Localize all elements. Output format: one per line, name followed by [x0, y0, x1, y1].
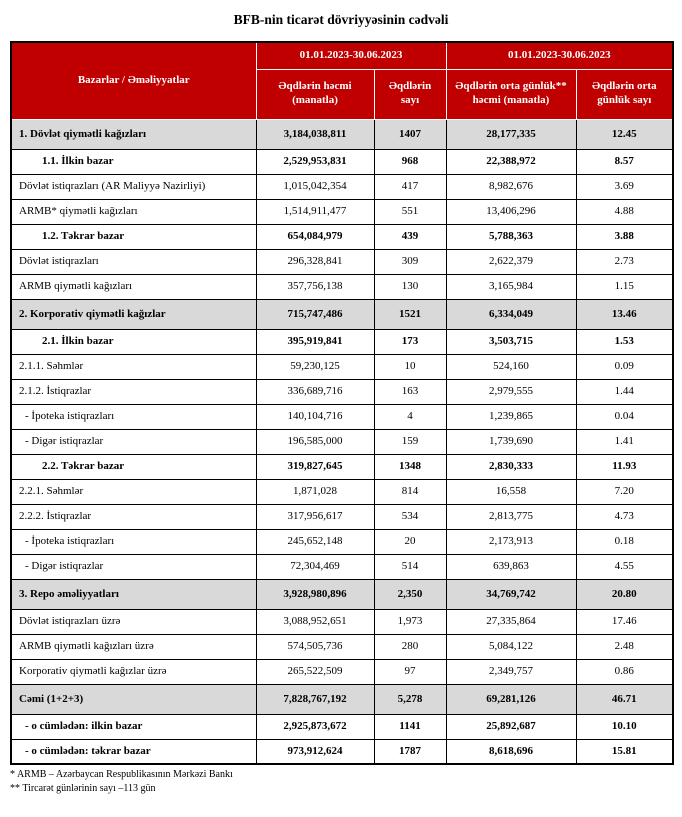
row-value: 5,788,363 — [446, 224, 576, 249]
row-value: 551 — [374, 199, 446, 224]
row-value: 968 — [374, 149, 446, 174]
table-row — [11, 249, 673, 274]
table-row — [11, 329, 673, 354]
row-value: 97 — [374, 659, 446, 684]
row-value: 4 — [374, 404, 446, 429]
row-value: 2,979,555 — [446, 379, 576, 404]
row-value: 439 — [374, 224, 446, 249]
row-label: 1.1. İlkin bazar — [11, 149, 256, 174]
row-label: - Digər istiqrazlar — [11, 429, 256, 454]
table-row — [11, 634, 673, 659]
row-value: 20.80 — [576, 579, 673, 609]
row-value: 25,892,687 — [446, 714, 576, 739]
table-row — [11, 684, 673, 714]
row-value: 0.18 — [576, 529, 673, 554]
table-row — [11, 739, 673, 764]
row-value: 395,919,841 — [256, 329, 374, 354]
row-value: 1521 — [374, 299, 446, 329]
row-value: 0.09 — [576, 354, 673, 379]
row-value: 3,503,715 — [446, 329, 576, 354]
row-value: 3,088,952,651 — [256, 609, 374, 634]
column-header-avg-volume: Əqdlərin orta günlük** həcmi (manatla) — [446, 69, 576, 119]
table-row — [11, 504, 673, 529]
table-row — [11, 274, 673, 299]
row-value: 1,871,028 — [256, 479, 374, 504]
row-value: 1.44 — [576, 379, 673, 404]
row-label: ARMB qiymətli kağızları üzrə — [11, 634, 256, 659]
row-value: 140,104,716 — [256, 404, 374, 429]
row-value: 34,769,742 — [446, 579, 576, 609]
row-value: 245,652,148 — [256, 529, 374, 554]
row-value: 0.86 — [576, 659, 673, 684]
row-label: ARMB* qiymətli kağızları — [11, 199, 256, 224]
row-value: 296,328,841 — [256, 249, 374, 274]
table-row — [11, 479, 673, 504]
period-header-1: 01.01.2023-30.06.2023 — [256, 42, 446, 69]
table-row — [11, 404, 673, 429]
row-label: 3. Repo əməliyyatları — [11, 579, 256, 609]
row-value: 196,585,000 — [256, 429, 374, 454]
table-header — [11, 42, 673, 119]
table-row — [11, 429, 673, 454]
row-value: 46.71 — [576, 684, 673, 714]
row-value: 534 — [374, 504, 446, 529]
row-value: 973,912,624 — [256, 739, 374, 764]
row-value: 10 — [374, 354, 446, 379]
row-value: 17.46 — [576, 609, 673, 634]
table-row — [11, 149, 673, 174]
header-period-row — [11, 42, 673, 69]
row-label: 1. Dövlət qiymətli kağızları — [11, 119, 256, 149]
row-value: 514 — [374, 554, 446, 579]
footnote-armb: * ARMB – Azərbaycan Respublikasının Mərkəzi Bankı — [10, 769, 233, 780]
row-value: 5,084,122 — [446, 634, 576, 659]
row-value: 4.88 — [576, 199, 673, 224]
row-label: - İpoteka istiqrazları — [11, 404, 256, 429]
row-value: 13.46 — [576, 299, 673, 329]
row-label: 2.1.2. İstiqrazlar — [11, 379, 256, 404]
table-row — [11, 529, 673, 554]
row-value: 173 — [374, 329, 446, 354]
table-row — [11, 119, 673, 149]
table-row — [11, 354, 673, 379]
row-value: 130 — [374, 274, 446, 299]
row-value: 280 — [374, 634, 446, 659]
row-value: 2,622,379 — [446, 249, 576, 274]
row-value: 319,827,645 — [256, 454, 374, 479]
row-value: 10.10 — [576, 714, 673, 739]
row-value: 7.20 — [576, 479, 673, 504]
row-value: 72,304,469 — [256, 554, 374, 579]
row-label: - o cümlədən: ilkin bazar — [11, 714, 256, 739]
trade-turnover-table — [10, 41, 674, 765]
row-label: 2.1.1. Səhmlər — [11, 354, 256, 379]
row-value: 2,813,775 — [446, 504, 576, 529]
row-value: 2,830,333 — [446, 454, 576, 479]
table-row — [11, 554, 673, 579]
table-row — [11, 224, 673, 249]
table-row — [11, 379, 673, 404]
corner-header-cell: Bazarlar / Əməliyyatlar — [11, 42, 256, 119]
row-label: Korporativ qiymətli kağızlar üzrə — [11, 659, 256, 684]
row-value: 8,618,696 — [446, 739, 576, 764]
table-row — [11, 299, 673, 329]
row-value: 27,335,864 — [446, 609, 576, 634]
row-value: 336,689,716 — [256, 379, 374, 404]
row-label: 2.2.1. Səhmlər — [11, 479, 256, 504]
row-label: Dövlət istiqrazları (AR Maliyyə Nazirliyi) — [11, 174, 256, 199]
row-value: 4.55 — [576, 554, 673, 579]
row-label: 2.1. İlkin bazar — [11, 329, 256, 354]
row-value: 8,982,676 — [446, 174, 576, 199]
row-value: 1,973 — [374, 609, 446, 634]
row-value: 12.45 — [576, 119, 673, 149]
row-value: 357,756,138 — [256, 274, 374, 299]
table-row — [11, 174, 673, 199]
row-value: 1.41 — [576, 429, 673, 454]
row-value: 22,388,972 — [446, 149, 576, 174]
column-header-count: Əqdlərin sayı — [374, 69, 446, 119]
footnotes — [10, 768, 672, 795]
row-value: 3.69 — [576, 174, 673, 199]
row-label: Dövlət istiqrazları üzrə — [11, 609, 256, 634]
row-label: - Digər istiqrazlar — [11, 554, 256, 579]
row-label: Cəmi (1+2+3) — [11, 684, 256, 714]
row-value: 1,514,911,477 — [256, 199, 374, 224]
table-row — [11, 199, 673, 224]
row-value: 265,522,509 — [256, 659, 374, 684]
row-value: 524,160 — [446, 354, 576, 379]
row-value: 574,505,736 — [256, 634, 374, 659]
row-value: 1,015,042,354 — [256, 174, 374, 199]
row-value: 417 — [374, 174, 446, 199]
row-value: 2,350 — [374, 579, 446, 609]
row-value: 163 — [374, 379, 446, 404]
row-value: 159 — [374, 429, 446, 454]
row-label: Dövlət istiqrazları — [11, 249, 256, 274]
row-value: 317,956,617 — [256, 504, 374, 529]
column-header-avg-count: Əqdlərin orta günlük sayı — [576, 69, 673, 119]
row-value: 5,278 — [374, 684, 446, 714]
row-value: 2.73 — [576, 249, 673, 274]
row-value: 309 — [374, 249, 446, 274]
row-value: 7,828,767,192 — [256, 684, 374, 714]
footnote-trading-days: ** Tircarət günlərinin sayı –113 gün — [10, 782, 156, 794]
row-value: 6,334,049 — [446, 299, 576, 329]
row-value: 16,558 — [446, 479, 576, 504]
row-value: 59,230,125 — [256, 354, 374, 379]
row-value: 1,239,865 — [446, 404, 576, 429]
row-value: 28,177,335 — [446, 119, 576, 149]
page-title: BFB-nin ticarət dövriyyəsinin cədvəli — [233, 12, 449, 27]
row-label: - o cümlədən: təkrar bazar — [11, 739, 256, 764]
row-label: - İpoteka istiqrazları — [11, 529, 256, 554]
row-value: 1141 — [374, 714, 446, 739]
row-label: 2.2.2. İstiqrazlar — [11, 504, 256, 529]
table-row — [11, 714, 673, 739]
row-value: 1.15 — [576, 274, 673, 299]
row-value: 4.73 — [576, 504, 673, 529]
column-header-volume: Əqdlərin həcmi (manatla) — [256, 69, 374, 119]
row-label: 2.2. Təkrar bazar — [11, 454, 256, 479]
row-value: 0.04 — [576, 404, 673, 429]
period-header-2: 01.01.2023-30.06.2023 — [446, 42, 673, 69]
table-row — [11, 659, 673, 684]
row-value: 654,084,979 — [256, 224, 374, 249]
row-value: 8.57 — [576, 149, 673, 174]
row-value: 11.93 — [576, 454, 673, 479]
row-value: 1787 — [374, 739, 446, 764]
row-value: 2,925,873,672 — [256, 714, 374, 739]
row-value: 1,739,690 — [446, 429, 576, 454]
row-value: 3,184,038,811 — [256, 119, 374, 149]
row-value: 814 — [374, 479, 446, 504]
row-value: 715,747,486 — [256, 299, 374, 329]
row-label: 1.2. Təkrar bazar — [11, 224, 256, 249]
row-value: 1348 — [374, 454, 446, 479]
row-value: 1407 — [374, 119, 446, 149]
table-row — [11, 609, 673, 634]
row-label: 2. Korporativ qiymətli kağızlar — [11, 299, 256, 329]
table-row — [11, 454, 673, 479]
row-label: ARMB qiymətli kağızları — [11, 274, 256, 299]
row-value: 3.88 — [576, 224, 673, 249]
row-value: 15.81 — [576, 739, 673, 764]
row-value: 3,165,984 — [446, 274, 576, 299]
row-value: 13,406,296 — [446, 199, 576, 224]
row-value: 2,349,757 — [446, 659, 576, 684]
row-value: 2,173,913 — [446, 529, 576, 554]
row-value: 2,529,953,831 — [256, 149, 374, 174]
table-body — [11, 119, 673, 764]
table-row — [11, 579, 673, 609]
row-value: 2.48 — [576, 634, 673, 659]
row-value: 639,863 — [446, 554, 576, 579]
row-value: 20 — [374, 529, 446, 554]
row-value: 1.53 — [576, 329, 673, 354]
row-value: 69,281,126 — [446, 684, 576, 714]
row-value: 3,928,980,896 — [256, 579, 374, 609]
